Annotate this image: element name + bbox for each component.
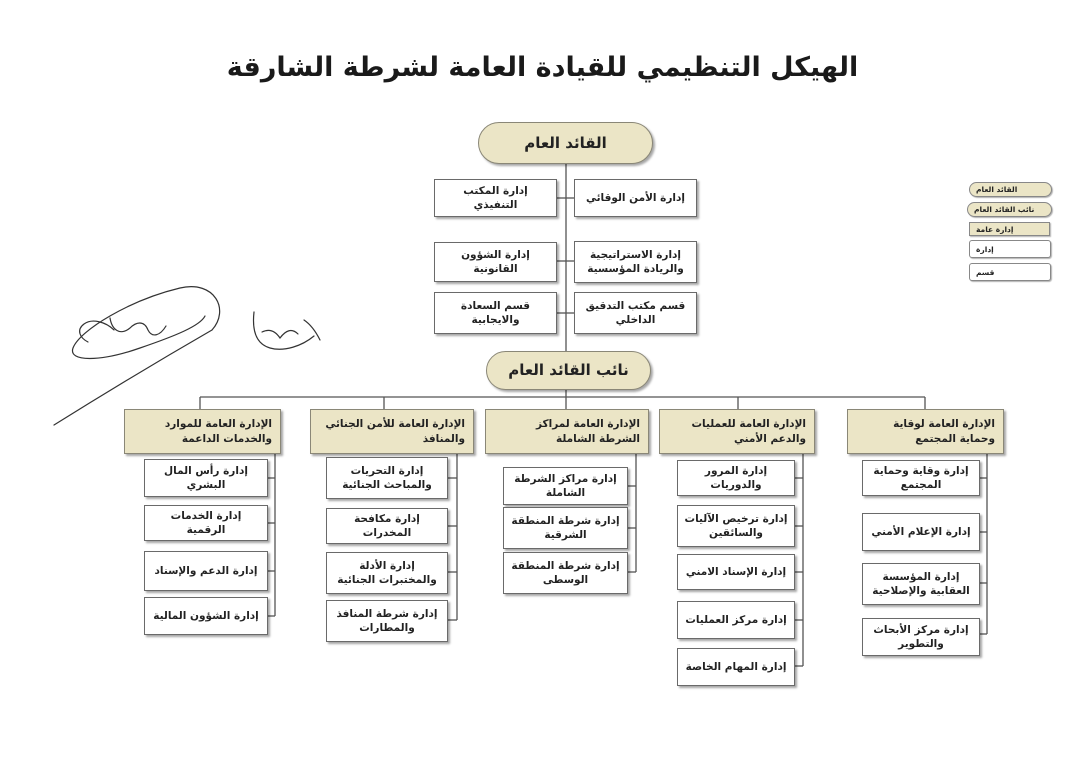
unit-research-development: إدارة مركز الأبحاث والتطوير [862,618,980,656]
unit-operations-center: إدارة مركز العمليات [677,601,795,639]
unit-executive-office: إدارة المكتب التنفيذي [434,179,557,217]
unit-internal-audit: قسم مكتب التدقيق الداخلي [574,292,697,334]
gm-community-protection: الإدارة العامة لوقاية وحماية المجتمع [847,409,1004,454]
legend-dept: إدارة [969,240,1051,258]
gm-resources-support-services: الإدارة العامة للموارد والخدمات الداعمة [124,409,281,454]
unit-forensic-labs: إدارة الأدلة والمختبرات الجنائية [326,552,448,594]
gm-criminal-security-ports: الإدارة العامة للأمن الجنائي والمنافذ [310,409,474,454]
unit-support-logistics: إدارة الدعم والإسناد [144,551,268,591]
gm-operations-support: الإدارة العامة للعمليات والدعم الأمني [659,409,815,454]
legend-general-dept: إدارة عامة [969,222,1050,236]
unit-central-region-police: إدارة شرطة المنطقة الوسطى [503,552,628,594]
unit-legal-affairs: إدارة الشؤون القانونية [434,242,557,282]
unit-preventive-security: إدارة الأمن الوقائي [574,179,697,217]
deputy-box: نائب القائد العام [486,351,651,390]
unit-anti-narcotics: إدارة مكافحة المخدرات [326,508,448,544]
unit-strategy-excellence: إدارة الاستراتيجية والريادة المؤسسية [574,241,697,283]
unit-criminal-investigation: إدارة التحريات والمباحث الجنائية [326,457,448,499]
unit-security-support: إدارة الإسناد الامني [677,554,795,590]
signature [40,270,340,430]
unit-security-media: إدارة الإعلام الأمني [862,513,980,551]
unit-special-missions: إدارة المهام الخاصة [677,648,795,686]
unit-correctional-institution: إدارة المؤسسة العقابية والإصلاحية [862,563,980,605]
unit-traffic-patrols: إدارة المرور والدوريات [677,460,795,496]
unit-police-centers: إدارة مراكز الشرطة الشاملة [503,467,628,505]
unit-community-protection: إدارة وقاية وحماية المجتمع [862,460,980,496]
commander-box: القائد العام [478,122,653,164]
unit-vehicle-licensing: إدارة ترخيص الآليات والسائقين [677,505,795,547]
legend-section: قسم [969,263,1051,281]
unit-eastern-region-police: إدارة شرطة المنطقة الشرقية [503,507,628,549]
legend-deputy: نائب القائد العام [967,202,1052,217]
chart-title: الهيكل التنظيمي للقيادة العامة لشرطة الشارقة [226,52,859,83]
unit-financial-affairs: إدارة الشؤون المالية [144,597,268,635]
unit-digital-services: إدارة الخدمات الرقمية [144,505,268,541]
unit-happiness-positivity: قسم السعادة والايجابية [434,292,557,334]
legend [966,182,1052,282]
gm-comprehensive-police-centers: الإدارة العامة لمراكز الشرطة الشاملة [485,409,649,454]
unit-human-capital: إدارة رأس المال البشري [144,459,268,497]
legend-commander: القائد العام [969,182,1052,197]
unit-ports-airports-police: إدارة شرطة المنافذ والمطارات [326,600,448,642]
